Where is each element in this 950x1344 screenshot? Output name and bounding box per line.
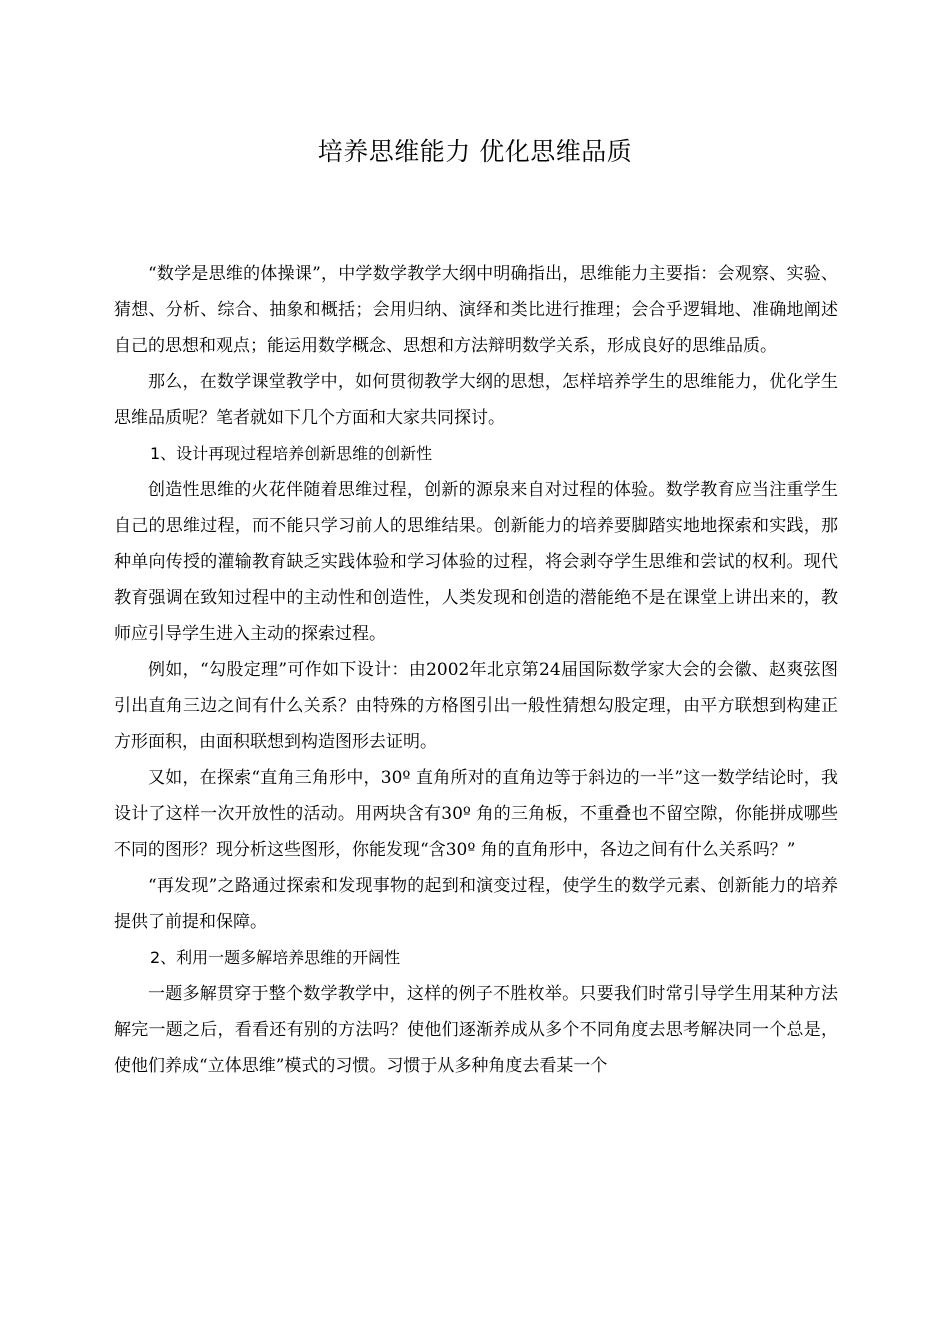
document-body [114,256,838,1084]
paragraph-rediscovery: “再发现”之路通过探索和发现事物的起到和演变过程，使学生的数学元素、创新能力的培养提供了前提和保障。 [114,876,838,932]
document-title: 培养思维能力 优化思维品质 [317,137,633,166]
section-heading-1: 1、设计再现过程培养创新思维的创新性 [150,444,433,463]
paragraph-multiple-solutions: 一题多解贯穿于整个数学教学中，这样的例子不胜枚举。只要我们时常引导学生用某种方法解完一题之后，看看还有别的方法吗？使他们逐渐养成从多个不同角度去思考解决同一个总是，使他们养成“立体思维”模式的习惯。习惯于从多种角度去看某一个 [114,984,838,1076]
section-heading-2: 2、利用一题多解培养思维的开阔性 [150,948,401,967]
paragraph-30-degree-example: 又如，在探索“直角三角形中，30º 直角所对的直角边等于斜边的一半”这一数学结论时，我设计了这样一次开放性的活动。用两块含有30º 角的三角板，不重叠也不留空隙，你能拼成哪些不同的图形？现分析这些图形，你能发现“含30º 角的直角形中，各边之间有什么关系吗？” [114,768,838,860]
paragraph-creative-thinking: 创造性思维的火花伴随着思维过程，创新的源泉来自对过程的体验。数学教育应当注重学生自己的思维过程，而不能只学习前人的思维结果。创新能力的培养要脚踏实地地探索和实践，那种单向传授的灌输教育缺乏实践体验和学习体验的过程，将会剥夺学生思维和尝试的权利。现代教育强调在致知过程中的主动性和创造性，人类发现和创造的潜能绝不是在课堂上讲出来的，教师应引导学生进入主动的探索过程。 [114,480,838,644]
paragraph-question: 那么，在数学课堂教学中，如何贯彻教学大纲的思想，怎样培养学生的思维能力，优化学生思维品质呢？笔者就如下几个方面和大家共同探讨。 [114,372,838,428]
paragraph-pythagorean-example: 例如，“勾股定理”可作如下设计：由2002年北京第24届国际数学家大会的会徽、赵爽弦图引出直角三边之间有什么关系？由特殊的方格图引出一般性猜想勾股定理，由平方联想到构建正方形面积，由面积联想到构造图形去证明。 [114,660,838,752]
paragraph-intro: “数学是思维的体操课”，中学数学教学大纲中明确指出，思维能力主要指：会观察、实验、猜想、分析、综合、抽象和概括；会用归纳、演绎和类比进行推理；会合乎逻辑地、准确地阐述自己的思想和观点；能运用数学概念、思想和方法辩明数学关系，形成良好的思维品质。 [114,264,838,356]
